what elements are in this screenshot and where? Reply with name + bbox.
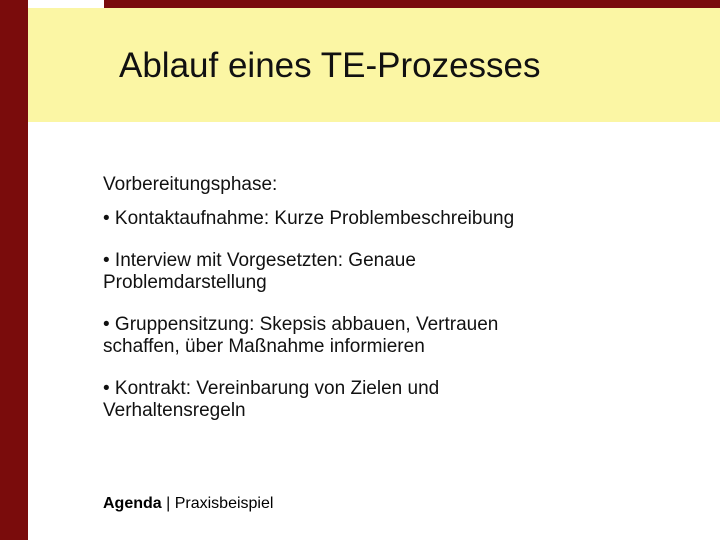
footer-section: Agenda bbox=[103, 495, 162, 512]
footer-separator: | bbox=[161, 495, 175, 512]
slide-content bbox=[103, 174, 663, 442]
left-accent-bar bbox=[0, 0, 28, 540]
phase-heading: Vorbereitungsphase: bbox=[103, 174, 278, 195]
bullet-item: • Kontaktaufnahme: Kurze Problembeschreibung bbox=[103, 208, 515, 229]
bullet-item: • Gruppensitzung: Skepsis abbauen, Vertrauen schaffen, über Maßnahme informieren bbox=[103, 314, 499, 357]
footer-breadcrumb bbox=[103, 494, 273, 514]
slide-title: Ablauf eines TE-Prozesses bbox=[119, 46, 541, 85]
bullet-item: • Kontrakt: Vereinbarung von Zielen und Verhaltensregeln bbox=[103, 378, 440, 421]
footer-subsection: Praxisbeispiel bbox=[174, 495, 274, 512]
bullet-item: • Interview mit Vorgesetzten: Genaue Problemdarstellung bbox=[103, 250, 416, 293]
top-accent-bar bbox=[104, 0, 720, 8]
